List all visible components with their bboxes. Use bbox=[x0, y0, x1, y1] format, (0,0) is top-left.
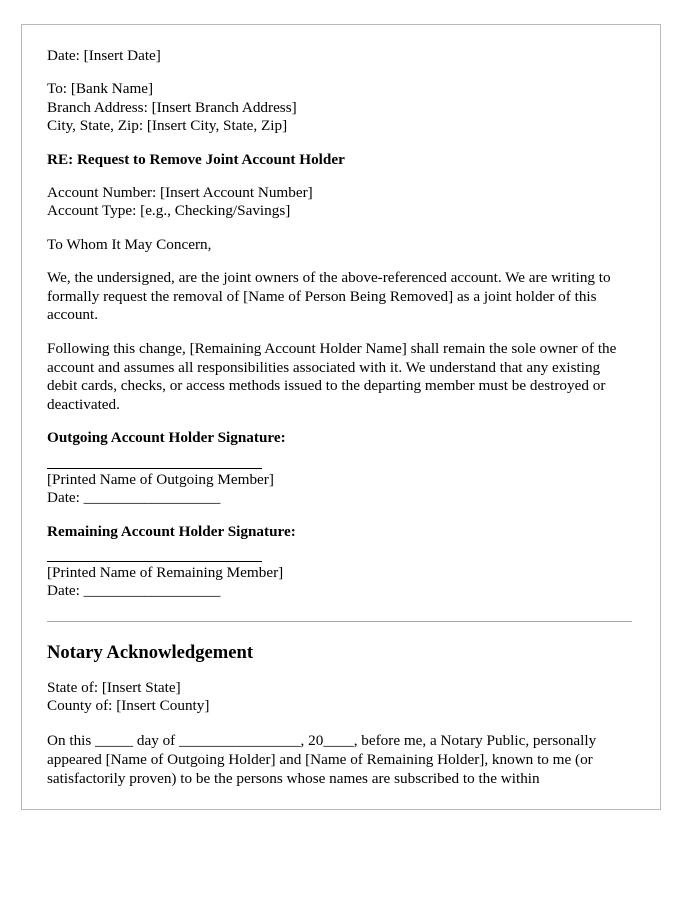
outgoing-date-line: Date: __________________ bbox=[47, 489, 221, 507]
spacer bbox=[47, 414, 632, 429]
account-number-line: Account Number: [Insert Account Number] bbox=[47, 184, 313, 202]
spacer bbox=[47, 221, 632, 236]
salutation-line: To Whom It May Concern, bbox=[47, 235, 212, 253]
outgoing-signature-rule bbox=[47, 468, 262, 469]
document-sheet bbox=[21, 24, 661, 810]
body-paragraph-1: We, the undersigned, are the joint owners of the above-referenced account. We are writing to formally request the removal of [Name of Person Being Removed] as a joint holder of this account. bbox=[47, 269, 611, 324]
spacer bbox=[47, 169, 632, 184]
remaining-date-line: Date: __________________ bbox=[47, 582, 221, 600]
spacer bbox=[47, 664, 632, 679]
outgoing-signature-heading: Outgoing Account Holder Signature: bbox=[47, 429, 286, 447]
notary-heading: Notary Acknowledgement bbox=[47, 641, 254, 663]
subject-line: RE: Request to Remove Joint Account Holder bbox=[47, 150, 345, 168]
account-type-line: Account Type: [e.g., Checking/Savings] bbox=[47, 202, 291, 220]
spacer bbox=[47, 254, 632, 269]
spacer bbox=[47, 325, 632, 340]
spacer bbox=[47, 716, 632, 731]
spacer bbox=[47, 136, 632, 151]
notary-paragraph: On this _____ day of ________________, 20____, before me, a Notary Public, personally appeared [Name of Outgoing Holder] and [Name of Remaining Holder], known to me (or satisfactorily proven) to be the persons whose names are subscribed to the within bbox=[47, 731, 597, 787]
spacer bbox=[47, 65, 632, 80]
notary-state-line: State of: [Insert State] bbox=[47, 678, 181, 696]
document-content bbox=[47, 47, 632, 788]
recipient-city-state-zip-line: City, State, Zip: [Insert City, State, Zip] bbox=[47, 117, 288, 135]
remaining-signature-rule bbox=[47, 561, 262, 562]
page-bottom-mask bbox=[22, 803, 660, 809]
recipient-bank-line: To: [Bank Name] bbox=[47, 80, 154, 98]
spacer bbox=[47, 508, 632, 523]
section-divider bbox=[47, 621, 632, 622]
outgoing-printed-name: [Printed Name of Outgoing Member] bbox=[47, 470, 274, 488]
date-line: Date: [Insert Date] bbox=[47, 47, 161, 64]
recipient-branch-line: Branch Address: [Insert Branch Address] bbox=[47, 98, 297, 116]
body-paragraph-2: Following this change, [Remaining Account Holder Name] shall remain the sole owner of the account and assumes all responsibilities associated with it. We understand that any existing debit cards, checks, or access methods issued to the departing member must be destroyed or deactivated. bbox=[47, 340, 617, 413]
remaining-signature-heading: Remaining Account Holder Signature: bbox=[47, 522, 296, 540]
notary-county-line: County of: [Insert County] bbox=[47, 697, 210, 715]
remaining-printed-name: [Printed Name of Remaining Member] bbox=[47, 564, 284, 582]
